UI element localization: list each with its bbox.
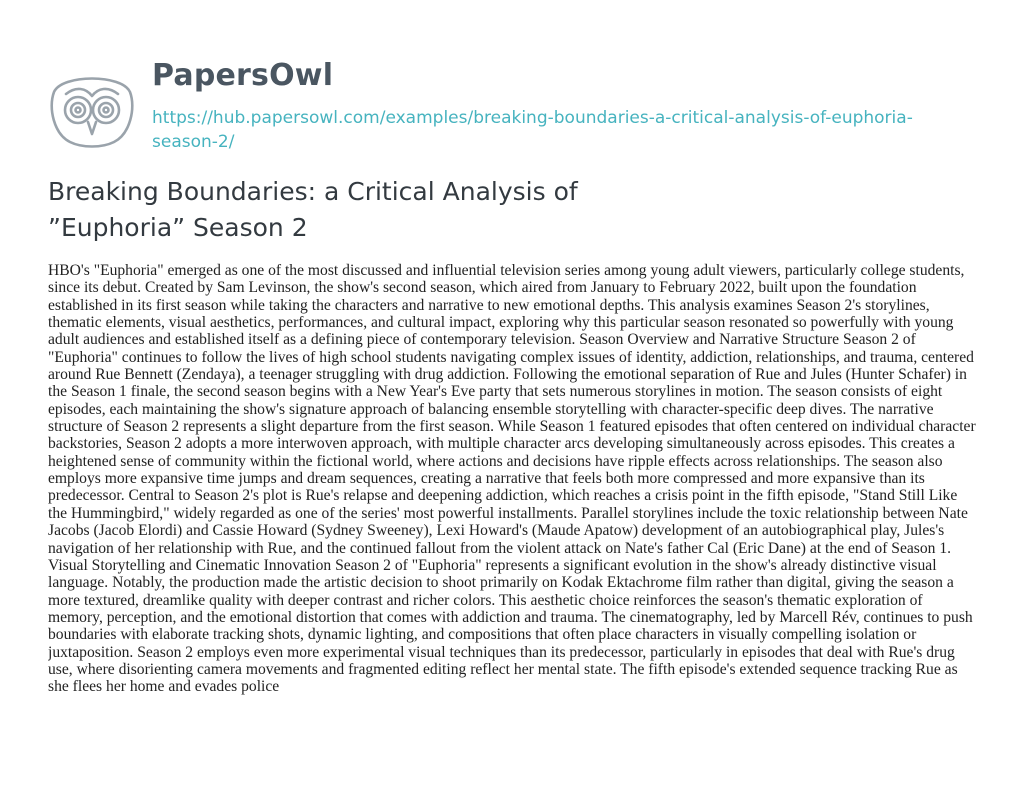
brand-name: PapersOwl bbox=[152, 58, 334, 93]
page-title: Breaking Boundaries: a Critical Analysis of ”Euphoria” Season 2 bbox=[48, 177, 578, 242]
body-text: HBO's "Euphoria" emerged as one of the most discussed and influential television series among young adult viewers, particularly college students, since its debut. Created by Sam Levinson, the show's second season, which aired from January to February 2022, built upon the foundation established in its first season while taking the characters and narrative to new emotional depths. This analysis examines Season 2's storylines, thematic elements, visual aesthetics, performances, and cultural impact, exploring why this particular season resonated so powerfully with young adult audiences and established itself as a defining piece of contemporary television. Season Overview and Narrative Structure Season 2 of "Euphoria" continues to follow the lives of high school students navigating complex issues of identity, addiction, relationships, and trauma, centered around Rue Bennett (Zendaya), a teenager struggling with drug addiction. Following the emotional separation of Rue and Jules (Hunter Schafer) in the Season 1 finale, the second season begins with a New Year's Eve party that sets numerous storylines in motion. The season consists of eight episodes, each maintaining the show's signature approach of balancing ensemble storytelling with character-specific deep dives. The narrative structure of Season 2 represents a slight departure from the first season. While Season 1 featured episodes that often centered on individual character backstories, Season 2 adopts a more interwoven approach, with multiple character arcs developing simultaneously across episodes. This creates a heightened sense of community within the fictional world, where actions and decisions have ripple effects across relationships. The season also employs more expansive time jumps and dream sequences, creating a narrative that feels both more compressed and more expansive than its predecessor. Central to Season 2's plot is Rue's relapse and deepening addiction, which reaches a crisis point in the fifth episode, "Stand Still Like the Hummingbird," widely regarded as one of the series' most powerful installments. Parallel storylines include the toxic relationship between Nate Jacobs (Jacob Elordi) and Cassie Howard (Sydney Sweeney), Lexi Howard's (Maude Apatow) development of an autobiographical play, Jules's navigation of her relationship with Rue, and the continued fallout from the violent attack on Nate's father Cal (Eric Dane) at the end of Season 1. Visual Storytelling and Cinematic Innovation Season 2 of "Euphoria" represents a significant evolution in the show's already distinctive visual language. Notably, the production made the artistic decision to shoot primarily on Kodak Ektachrome film rather than digital, giving the season a more textured, dreamlike quality with deeper contrast and richer colors. This aesthetic choice reinforces the season's thematic exploration of memory, perception, and the emotional distortion that comes with addiction and trauma. The cinematography, led by Marcell Rév, continues to push boundaries with elaborate tracking shots, dynamic lighting, and compositions that often place characters in visually compelling isolation or juxtaposition. Season 2 employs even more experimental visual techniques than its predecessor, particularly in episodes that deal with Rue's drug use, where disorienting camera movements and fragmented editing reflect her mental state. The fifth episode's extended sequence tracking Rue as she flees her home and evades police bbox=[48, 262, 976, 696]
source-url-link[interactable]: https://hub.papersowl.com/examples/breaking-boundaries-a-critical-analysis-of-euphoria-season-2/ bbox=[152, 108, 913, 152]
owl-face-icon bbox=[48, 64, 136, 152]
